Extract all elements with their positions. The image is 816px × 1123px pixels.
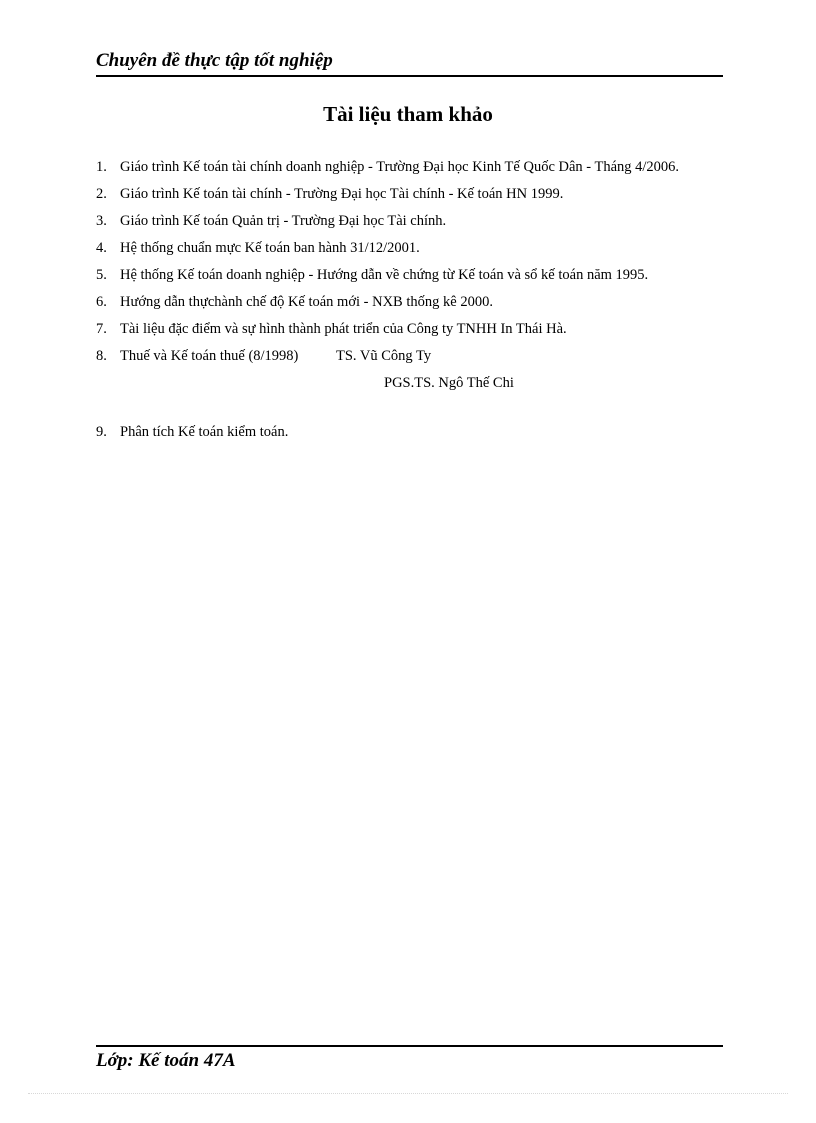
reference-text: Tài liệu đặc điểm và sự hình thành phát triển của Công ty TNHH In Thái Hà. <box>120 321 567 337</box>
reference-item-2 <box>96 185 736 212</box>
reference-list <box>96 158 736 450</box>
reference-number: 7. <box>96 321 107 337</box>
header-rule <box>96 75 723 77</box>
footer-rule <box>96 1045 723 1047</box>
running-footer: Lớp: Kế toán 47A <box>96 1050 236 1071</box>
reference-number: 6. <box>96 294 107 310</box>
page-boundary <box>28 1093 788 1094</box>
reference-text: Giáo trình Kế toán Quản trị - Trường Đại học Tài chính. <box>120 213 447 229</box>
reference-text: Thuế và Kế toán thuế (8/1998) <box>120 348 299 364</box>
reference-item-5 <box>96 266 736 293</box>
reference-text: Giáo trình Kế toán tài chính - Trường Đại học Tài chính - Kế toán HN 1999. <box>120 186 564 202</box>
running-header: Chuyên đề thực tập tốt nghiệp <box>96 50 333 71</box>
reference-text: Phân tích Kế toán kiểm toán. <box>120 424 289 440</box>
reference-item-7 <box>96 320 736 347</box>
reference-number: 1. <box>96 159 107 175</box>
reference-author: TS. Vũ Công Ty <box>336 348 432 364</box>
reference-text: Giáo trình Kế toán tài chính doanh nghiệp - Trường Đại học Kinh Tế Quốc Dân - Tháng 4/2006. <box>120 159 680 175</box>
reference-item-4 <box>96 239 736 266</box>
reference-number: 9. <box>96 424 107 440</box>
reference-author: PGS.TS. Ngô Thế Chi <box>384 375 514 391</box>
reference-number: 8. <box>96 348 107 364</box>
reference-text: Hướng dẫn thựchành chế độ Kế toán mới - NXB thống kê 2000. <box>120 294 493 310</box>
reference-item-8 <box>96 347 736 423</box>
reference-number: 3. <box>96 213 107 229</box>
reference-item-6 <box>96 293 736 320</box>
reference-text: Hệ thống chuẩn mực Kế toán ban hành 31/12/2001. <box>120 240 420 256</box>
reference-item-1 <box>96 158 736 185</box>
reference-number: 2. <box>96 186 107 202</box>
reference-item-3 <box>96 212 736 239</box>
reference-item-9 <box>96 423 736 450</box>
reference-number: 5. <box>96 267 107 283</box>
reference-text: Hệ thống Kế toán doanh nghiệp - Hướng dẫn về chứng từ Kế toán và sổ kế toán năm 1995. <box>120 267 649 283</box>
reference-number: 4. <box>96 240 107 256</box>
page-title: Tài liệu tham khảo <box>323 102 493 126</box>
